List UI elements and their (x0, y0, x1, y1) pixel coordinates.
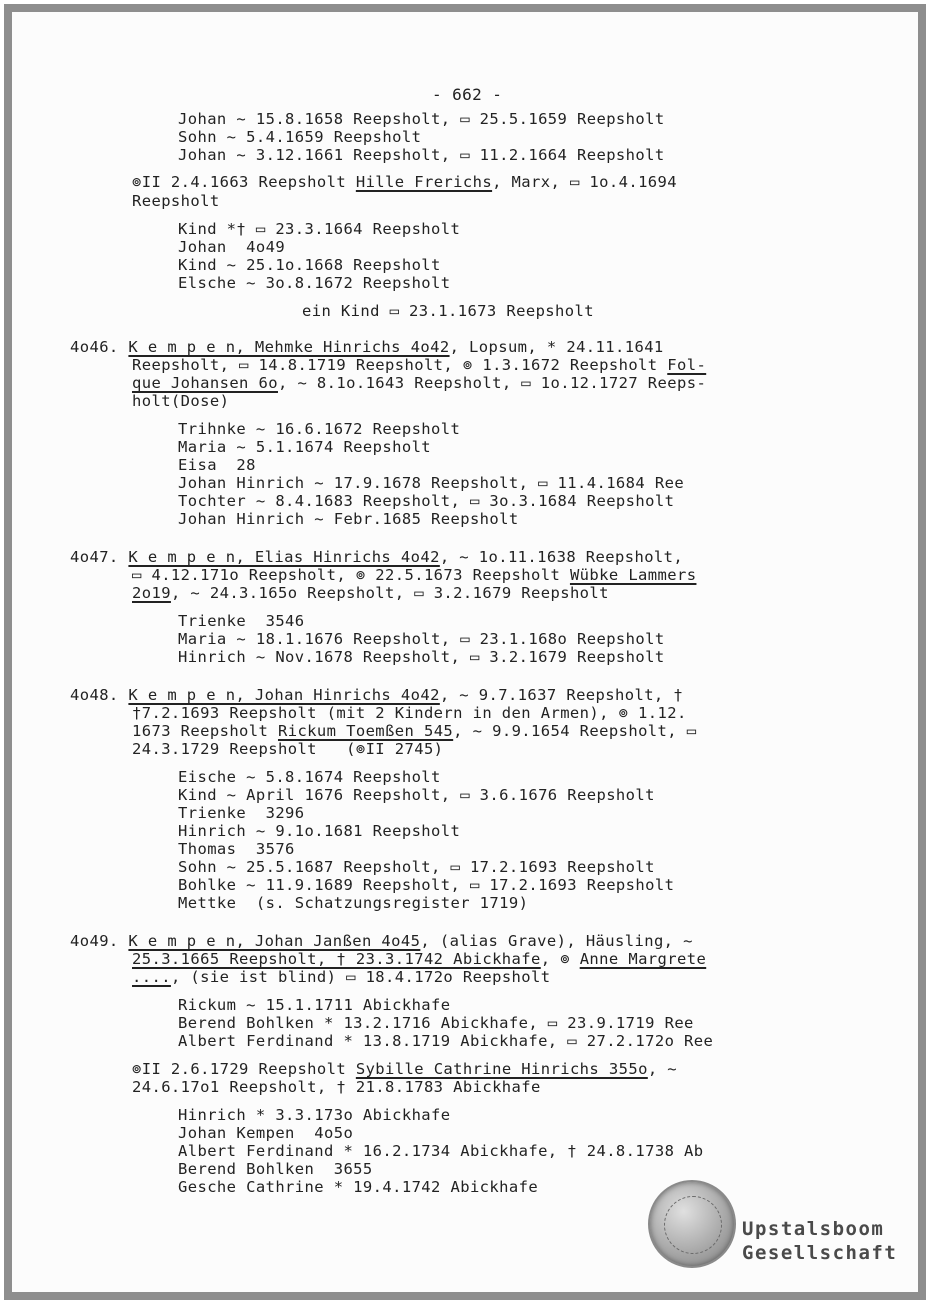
text-line (178, 1124, 353, 1142)
text-line (178, 492, 674, 510)
text-line (178, 438, 431, 456)
text-segment: Mettke (s. Schatzungsregister 1719) (178, 894, 529, 912)
text-segment: 24.6.17o1 Reepsholt, † 21.8.1783 Abickhafe (132, 1078, 541, 1096)
text-segment: Hinrich ~ Nov.1678 Reepsholt, ▭ 3.2.1679 Reepsholt (178, 648, 665, 666)
text-segment: , ⊚ (540, 950, 580, 968)
text-segment: , (alias Grave), Häusling, ~ (420, 932, 693, 950)
underlined-name: 2o19 (132, 584, 171, 602)
document-page (12, 12, 918, 1292)
text-segment: Trienke 3546 (178, 612, 305, 630)
text-line (178, 804, 305, 822)
text-line (178, 768, 441, 786)
text-line (178, 612, 305, 630)
text-segment: Reepsholt, ▭ 14.8.1719 Reepsholt, ⊚ 1.3.1672 Reepsholt (132, 356, 668, 374)
text-line (132, 192, 220, 210)
text-segment: , ~ 8.1o.1643 Reepsholt, ▭ 1o.12.1727 Reeps- (277, 374, 707, 392)
text-segment: Bohlke ~ 11.9.1689 Reepsholt, ▭ 17.2.1693 Reepsholt (178, 876, 675, 894)
text-segment: 4o48. (70, 686, 129, 704)
text-segment: Maria ~ 5.1.1674 Reepsholt (178, 438, 432, 456)
underlined-name: .... (132, 968, 171, 986)
text-segment: Johan ~ 15.8.1658 Reepsholt, ▭ 25.5.1659 Reepsholt (178, 110, 665, 128)
text-segment: 4o47. (70, 548, 129, 566)
text-segment: Eisa 28 (178, 456, 256, 474)
text-line (178, 822, 460, 840)
text-line (302, 302, 594, 320)
text-line (178, 786, 655, 804)
text-line (132, 173, 677, 191)
text-segment: Trienke 3296 (178, 804, 305, 822)
text-segment: Maria ~ 18.1.1676 Reepsholt, ▭ 23.1.168o Reepsholt (178, 630, 665, 648)
text-line (178, 894, 528, 912)
text-segment: 4o46. (70, 338, 129, 356)
text-segment: Johan Hinrich ~ 17.9.1678 Reepsholt, ▭ 11.4.1684 Ree (178, 474, 685, 492)
text-line (132, 392, 229, 410)
text-segment: Berend Bohlken 3655 (178, 1160, 373, 1178)
text-line (178, 456, 256, 474)
text-segment: Kind *† ▭ 23.3.1664 Reepsholt (178, 220, 461, 238)
text-line (70, 338, 664, 356)
text-segment: ⊚II 2.4.1663 Reepsholt (132, 173, 356, 191)
text-segment: Sohn ~ 5.4.1659 Reepsholt (178, 128, 422, 146)
text-segment: Tochter ~ 8.4.1683 Reepsholt, ▭ 3o.3.1684 Reepsholt (178, 492, 675, 510)
text-segment: Sohn ~ 25.5.1687 Reepsholt, ▭ 17.2.1693 Reepsholt (178, 858, 655, 876)
text-line (178, 274, 451, 292)
text-segment: , ~ 1o.11.1638 Reepsholt, (439, 548, 684, 566)
text-segment: holt(Dose) (132, 392, 230, 410)
underlined-name: Wübke Lammers (569, 566, 697, 584)
text-line (70, 548, 683, 566)
text-line (132, 584, 609, 602)
text-line (70, 686, 683, 704)
text-line (178, 420, 460, 438)
text-segment: Albert Ferdinand * 13.8.1719 Abickhafe, ▭ 27.2.172o Ree (178, 1032, 714, 1050)
text-segment: Rickum ~ 15.1.1711 Abickhafe (178, 996, 451, 1014)
text-line (178, 510, 519, 528)
text-segment: Hinrich * 3.3.173o Abickhafe (178, 1106, 451, 1124)
text-line (178, 1014, 694, 1032)
text-line (178, 1178, 538, 1196)
text-segment: 1673 Reepsholt (132, 722, 278, 740)
underlined-name: 25.3.1665 Reepsholt, † 23.3.1742 Abickhafe (132, 950, 541, 968)
underlined-name: Hille Frerichs (355, 173, 493, 191)
text-segment: , Lopsum, * 24.11.1641 (449, 338, 664, 356)
text-line (132, 950, 706, 968)
brand-name-line2: Gesellschaft (742, 1242, 898, 1264)
text-line (178, 996, 451, 1014)
text-segment: , ~ 24.3.165o Reepsholt, ▭ 3.2.1679 Reepsholt (170, 584, 609, 602)
text-segment: Trihnke ~ 16.6.1672 Reepsholt (178, 420, 461, 438)
page-number: - 662 - (432, 85, 503, 104)
text-segment: †7.2.1693 Reepsholt (mit 2 Kindern in den Armen), ⊚ 1.12. (132, 704, 687, 722)
text-line (178, 110, 665, 128)
text-segment: Berend Bohlken * 13.2.1716 Abickhafe, ▭ 23.9.1719 Ree (178, 1014, 694, 1032)
text-segment: Albert Ferdinand * 16.2.1734 Abickhafe, † 24.8.1738 Ab (178, 1142, 704, 1160)
text-segment: Kind ~ 25.1o.1668 Reepsholt (178, 256, 441, 274)
underlined-name: K e m p e n, Elias Hinrichs 4o42 (128, 548, 440, 566)
underlined-name: K e m p e n, Johan Janßen 4o45 (128, 932, 421, 950)
text-line (178, 128, 421, 146)
society-seal-icon (648, 1180, 736, 1268)
text-segment: Eische ~ 5.8.1674 Reepsholt (178, 768, 441, 786)
text-segment: Johan ~ 3.12.1661 Reepsholt, ▭ 11.2.1664 Reepsholt (178, 146, 665, 164)
text-segment: Elsche ~ 3o.8.1672 Reepsholt (178, 274, 451, 292)
text-line (178, 1032, 713, 1050)
text-line (132, 374, 706, 392)
text-line (132, 740, 443, 758)
text-line (178, 256, 441, 274)
brand-name-line1: Upstalsboom (742, 1218, 885, 1240)
underlined-name: Anne Margrete (579, 950, 707, 968)
text-segment: Johan 4o49 (178, 238, 286, 256)
underlined-name: Rickum Toemßen 545 (277, 722, 454, 740)
underlined-name: que Johansen 6o (132, 374, 278, 392)
text-segment: , ~ 9.9.1654 Reepsholt, ▭ (453, 722, 697, 740)
text-line (178, 648, 665, 666)
text-line (178, 1160, 373, 1178)
text-line (132, 722, 696, 740)
text-segment: Gesche Cathrine * 19.4.1742 Abickhafe (178, 1178, 539, 1196)
text-line (132, 1078, 541, 1096)
text-segment: Johan Hinrich ~ Febr.1685 Reepsholt (178, 510, 519, 528)
text-line (178, 146, 665, 164)
text-line (178, 876, 674, 894)
underlined-name: K e m p e n, Mehmke Hinrichs 4o42 (128, 338, 450, 356)
text-line (132, 356, 706, 374)
text-segment: ein Kind ▭ 23.1.1673 Reepsholt (302, 302, 594, 320)
text-segment: , Marx, ▭ 1o.4.1694 (492, 173, 677, 191)
text-line (178, 474, 684, 492)
text-segment: , ~ 9.7.1637 Reepsholt, † (439, 686, 684, 704)
text-segment: 4o49. (70, 932, 129, 950)
text-segment: , (sie ist blind) ▭ 18.4.172o Reepsholt (170, 968, 551, 986)
underlined-name: K e m p e n, Johan Hinrichs 4o42 (128, 686, 440, 704)
underlined-name: Fol- (667, 356, 707, 374)
text-line (178, 840, 295, 858)
text-line (70, 932, 693, 950)
text-line (178, 858, 655, 876)
text-segment: Johan Kempen 4o5o (178, 1124, 354, 1142)
text-segment: Thomas 3576 (178, 840, 295, 858)
text-line (178, 1106, 451, 1124)
underlined-name: Sybille Cathrine Hinrichs 355o (355, 1060, 648, 1078)
text-segment: , ~ (647, 1060, 678, 1078)
text-line (178, 220, 460, 238)
text-segment: ▭ 4.12.171o Reepsholt, ⊚ 22.5.1673 Reepsholt (132, 566, 570, 584)
text-segment: 24.3.1729 Reepsholt (⊚II 2745) (132, 740, 444, 758)
text-line (132, 566, 696, 584)
text-line (178, 1142, 704, 1160)
text-segment: ⊚II 2.6.1729 Reepsholt (132, 1060, 356, 1078)
text-line (132, 704, 687, 722)
text-line (178, 238, 285, 256)
text-line (178, 630, 665, 648)
text-line (132, 968, 550, 986)
text-segment: Reepsholt (132, 192, 220, 210)
text-segment: Kind ~ April 1676 Reepsholt, ▭ 3.6.1676 Reepsholt (178, 786, 655, 804)
text-line (132, 1060, 677, 1078)
text-segment: Hinrich ~ 9.1o.1681 Reepsholt (178, 822, 461, 840)
